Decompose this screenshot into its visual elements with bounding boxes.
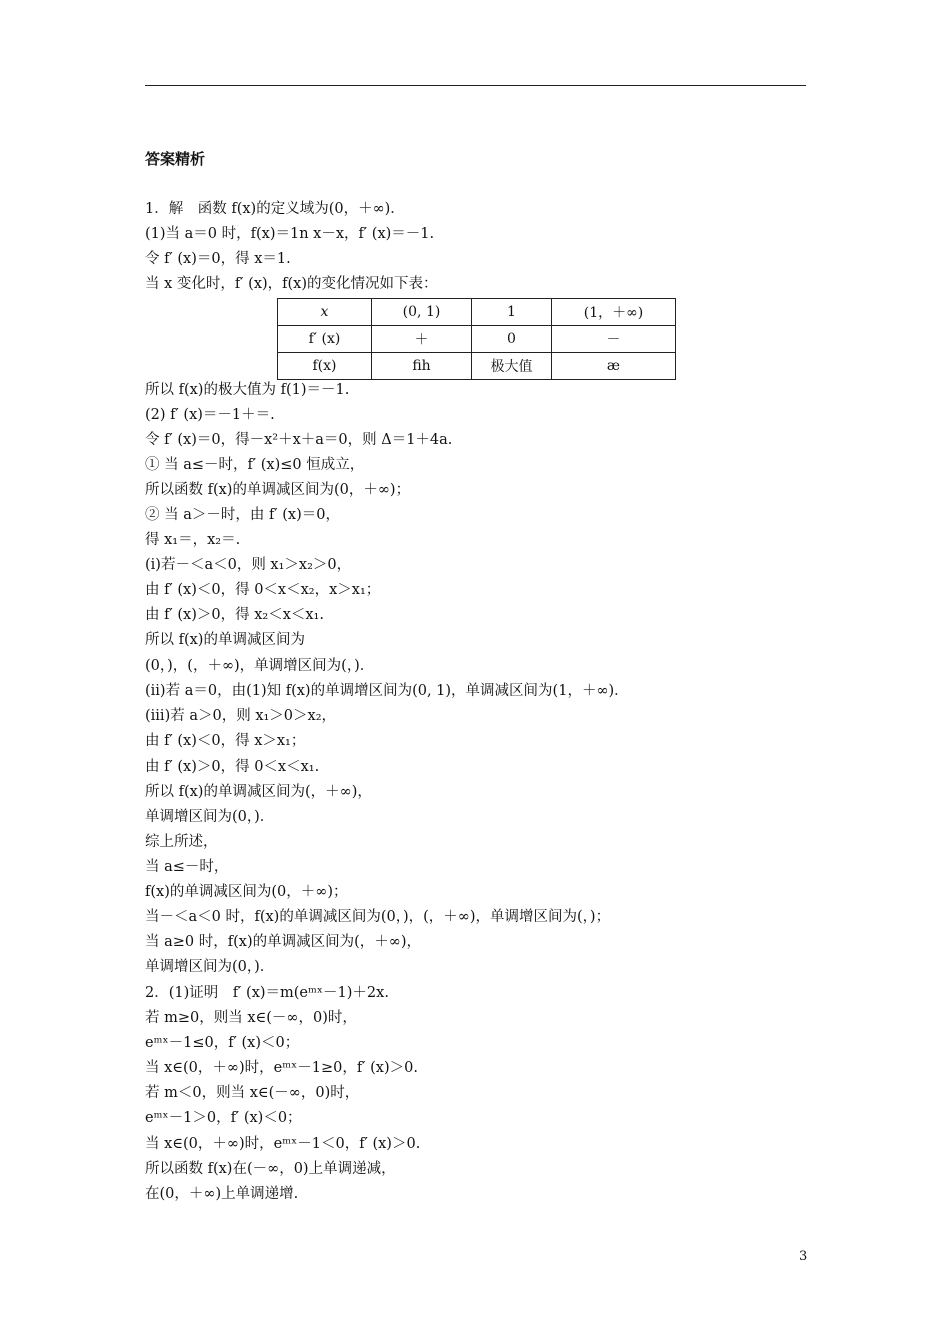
- table-cell: ﬁh: [372, 353, 472, 380]
- text-line: 得 x₁＝，x₂＝.: [145, 532, 241, 548]
- text-line: (0，)，(，＋∞)，单调增区间为(，)．: [145, 658, 375, 674]
- text-line: 所以 f(x)的单调减区间为: [145, 632, 305, 648]
- text-line: 当 x∈(0，＋∞)时，eᵐˣ－1≥0，f′ (x)＞0.: [145, 1060, 418, 1076]
- table-cell: (1，＋∞): [552, 299, 676, 326]
- text-line: 在(0，＋∞)上单调递增.: [145, 1186, 299, 1202]
- text-line: 当 a≥0 时，f(x)的单调减区间为(，＋∞)，: [145, 934, 421, 950]
- text-line: eᵐˣ－1≤0，f′ (x)＜0；: [145, 1035, 300, 1051]
- text-line: 1．解 函数 f(x)的定义域为(0，＋∞)．: [145, 201, 405, 217]
- table-row: [278, 353, 676, 380]
- text-line: ② 当 a＞－时，由 f′ (x)＝0，: [145, 507, 340, 523]
- text-line: 所以 f(x)的极大值为 f(1)＝－1.: [145, 382, 350, 398]
- text-line: 由 f′ (x)＞0，得 0＜x＜x₁.: [145, 759, 320, 775]
- table-cell: 0: [472, 326, 552, 353]
- text-line: 由 f′ (x)＞0，得 x₂＜x＜x₁.: [145, 607, 324, 623]
- text-line: ① 当 a≤－时，f′ (x)≤0 恒成立，: [145, 457, 365, 473]
- text-line: 2．(1)证明 f′ (x)＝m(eᵐˣ－1)＋2x.: [145, 985, 389, 1001]
- text-line: (1)当 a＝0 时，f(x)＝1n x－x，f′ (x)＝－1.: [145, 226, 435, 242]
- text-line: 当 x∈(0，＋∞)时，eᵐˣ－1＜0，f′ (x)＞0.: [145, 1136, 421, 1152]
- header-rule: [145, 85, 806, 86]
- text-line: 所以函数 f(x)在(－∞，0)上单调递减，: [145, 1161, 396, 1177]
- table-cell: 极大值: [472, 353, 552, 380]
- text-line: 若 m≥0，则当 x∈(－∞，0)时，: [145, 1010, 357, 1026]
- text-line: 所以函数 f(x)的单调减区间为(0，＋∞)；: [145, 482, 411, 498]
- table-cell: (0, 1): [372, 299, 472, 326]
- text-line: 令 f′ (x)＝0，得－x²＋x＋a＝0，则 Δ＝1＋4a.: [145, 432, 453, 448]
- page-number: 3: [799, 1249, 808, 1264]
- text-line: (iii)若 a＞0，则 x₁＞0＞x₂，: [145, 708, 337, 724]
- text-line: 令 f′ (x)＝0，得 x＝1.: [145, 251, 291, 267]
- text-line: 单调增区间为(0，)．: [145, 959, 275, 975]
- text-line: (ii)若 a＝0，由(1)知 f(x)的单调增区间为(0, 1)，单调减区间为(1，＋∞)．: [145, 683, 629, 699]
- variation-table: [277, 298, 676, 380]
- table-cell: æ: [552, 353, 676, 380]
- text-line: 由 f′ (x)＜0，得 x＞x₁；: [145, 733, 306, 749]
- text-line: 所以 f(x)的单调减区间为(，＋∞)，: [145, 784, 372, 800]
- table-cell: f(x): [278, 353, 372, 380]
- text-line: 若 m＜0，则当 x∈(－∞，0)时，: [145, 1085, 360, 1101]
- table-cell: －: [552, 326, 676, 353]
- text-line: 由 f′ (x)＜0，得 0＜x＜x₂，x＞x₁；: [145, 582, 381, 598]
- text-line: (2) f′ (x)＝－1＋＝.: [145, 407, 275, 423]
- text-line: 当 a≤－时，: [145, 859, 229, 875]
- text-line: (i)若－＜a＜0，则 x₁＞x₂＞0，: [145, 557, 352, 573]
- text-line: f(x)的单调减区间为(0，＋∞)；: [145, 884, 348, 900]
- text-line: eᵐˣ－1＞0，f′ (x)＜0；: [145, 1110, 302, 1126]
- table-row: [278, 326, 676, 353]
- text-line: 当－＜a＜0 时，f(x)的单调减区间为(0，)，(，＋∞)，单调增区间为(，)；: [145, 909, 611, 925]
- table-cell: x: [278, 299, 372, 326]
- text-line: 综上所述，: [145, 834, 218, 850]
- table-row: [278, 299, 676, 326]
- table-cell: f′ (x): [278, 326, 372, 353]
- text-line: 单调增区间为(0，)．: [145, 809, 275, 825]
- table-cell: 1: [472, 299, 552, 326]
- table-cell: ＋: [372, 326, 472, 353]
- text-line: 当 x 变化时，f′ (x)，f(x)的变化情况如下表：: [145, 276, 438, 292]
- section-heading: 答案精析: [145, 150, 206, 168]
